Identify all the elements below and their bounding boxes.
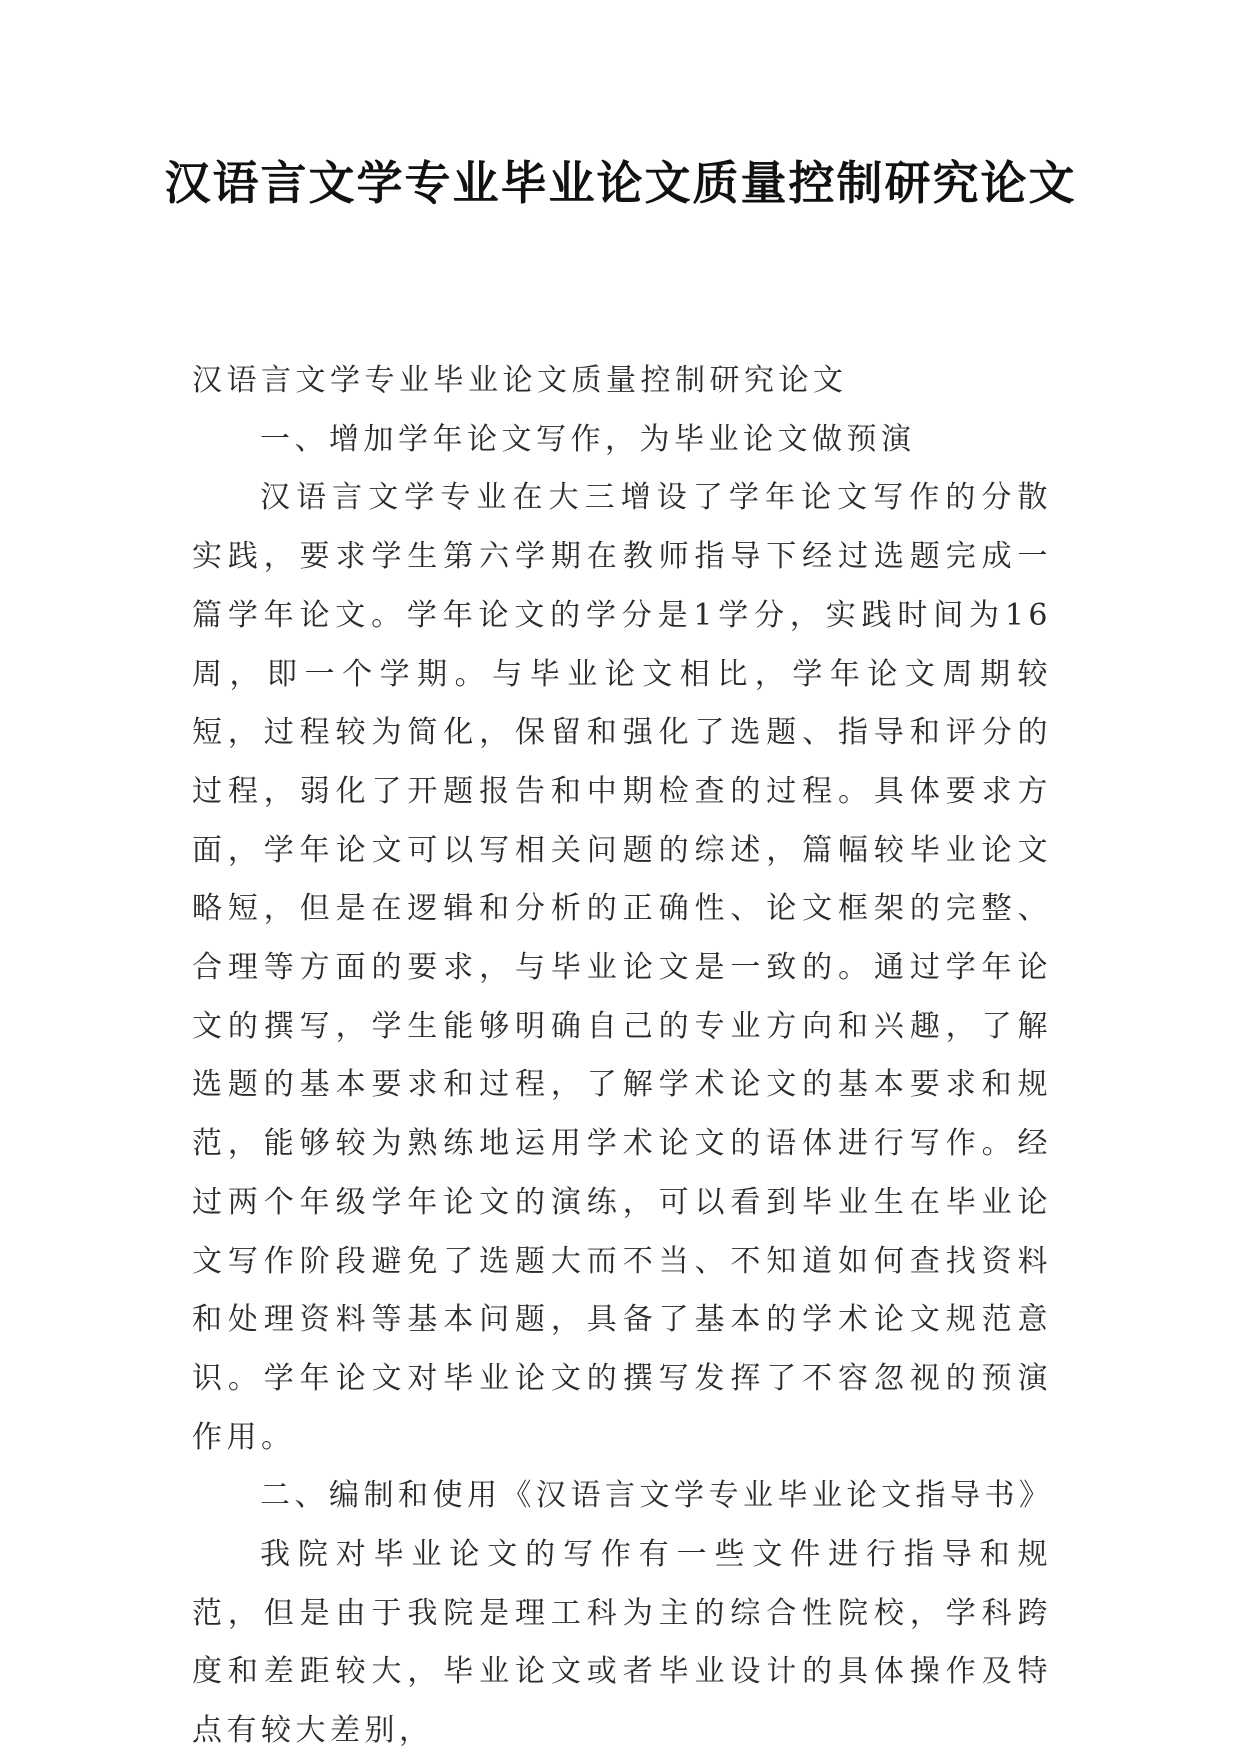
paragraph-2: 我院对毕业论文的写作有一些文件进行指导和规范，但是由于我院是理工科为主的综合性院校，学科跨度和差距较大，毕业论文或者毕业设计的具体操作及特点有较大差别， <box>192 1537 1052 1749</box>
paragraph-subtitle: 汉语言文学专业毕业论文质量控制研究论文 <box>192 363 848 398</box>
document-body <box>192 352 1052 1761</box>
section-heading-2: 二、编制和使用《汉语言文学专业毕业论文指导书》 <box>260 1478 1054 1514</box>
section-heading-1: 一、增加学年论文写作，为毕业论文做预演 <box>260 421 916 457</box>
paragraph-1: 汉语言文学专业在大三增设了学年论文写作的分散实践，要求学生第六学期在教师指导下经过选题完成一篇学年论文。学年论文的学分是1学分，实践时间为16周，即一个学期。与毕业论文相比，学年论文周期较短，过程较为简化，保留和强化了选题、指导和评分的过程，弱化了开题报告和中期检查的过程。具体要求方面，学年论文可以写相关问题的综述，篇幅较毕业论文略短，但是在逻辑和分析的正确性、论文框架的完整、合理等方面的要求，与毕业论文是一致的。通过学年论文的撰写，学生能够明确自己的专业方向和兴趣，了解选题的基本要求和过程，了解学术论文的基本要求和规范，能够较为熟练地运用学术论文的语体进行写作。经过两个年级学年论文的演练，可以看到毕业生在毕业论文写作阶段避免了选题大而不当、不知道如何查找资料和处理资料等基本问题，具备了基本的学术论文规范意识。学年论文对毕业论文的撰写发挥了不容忽视的预演作用。 <box>192 480 1052 1455</box>
document-title: 汉语言文学专业毕业论文质量控制研究论文 <box>164 156 1077 210</box>
